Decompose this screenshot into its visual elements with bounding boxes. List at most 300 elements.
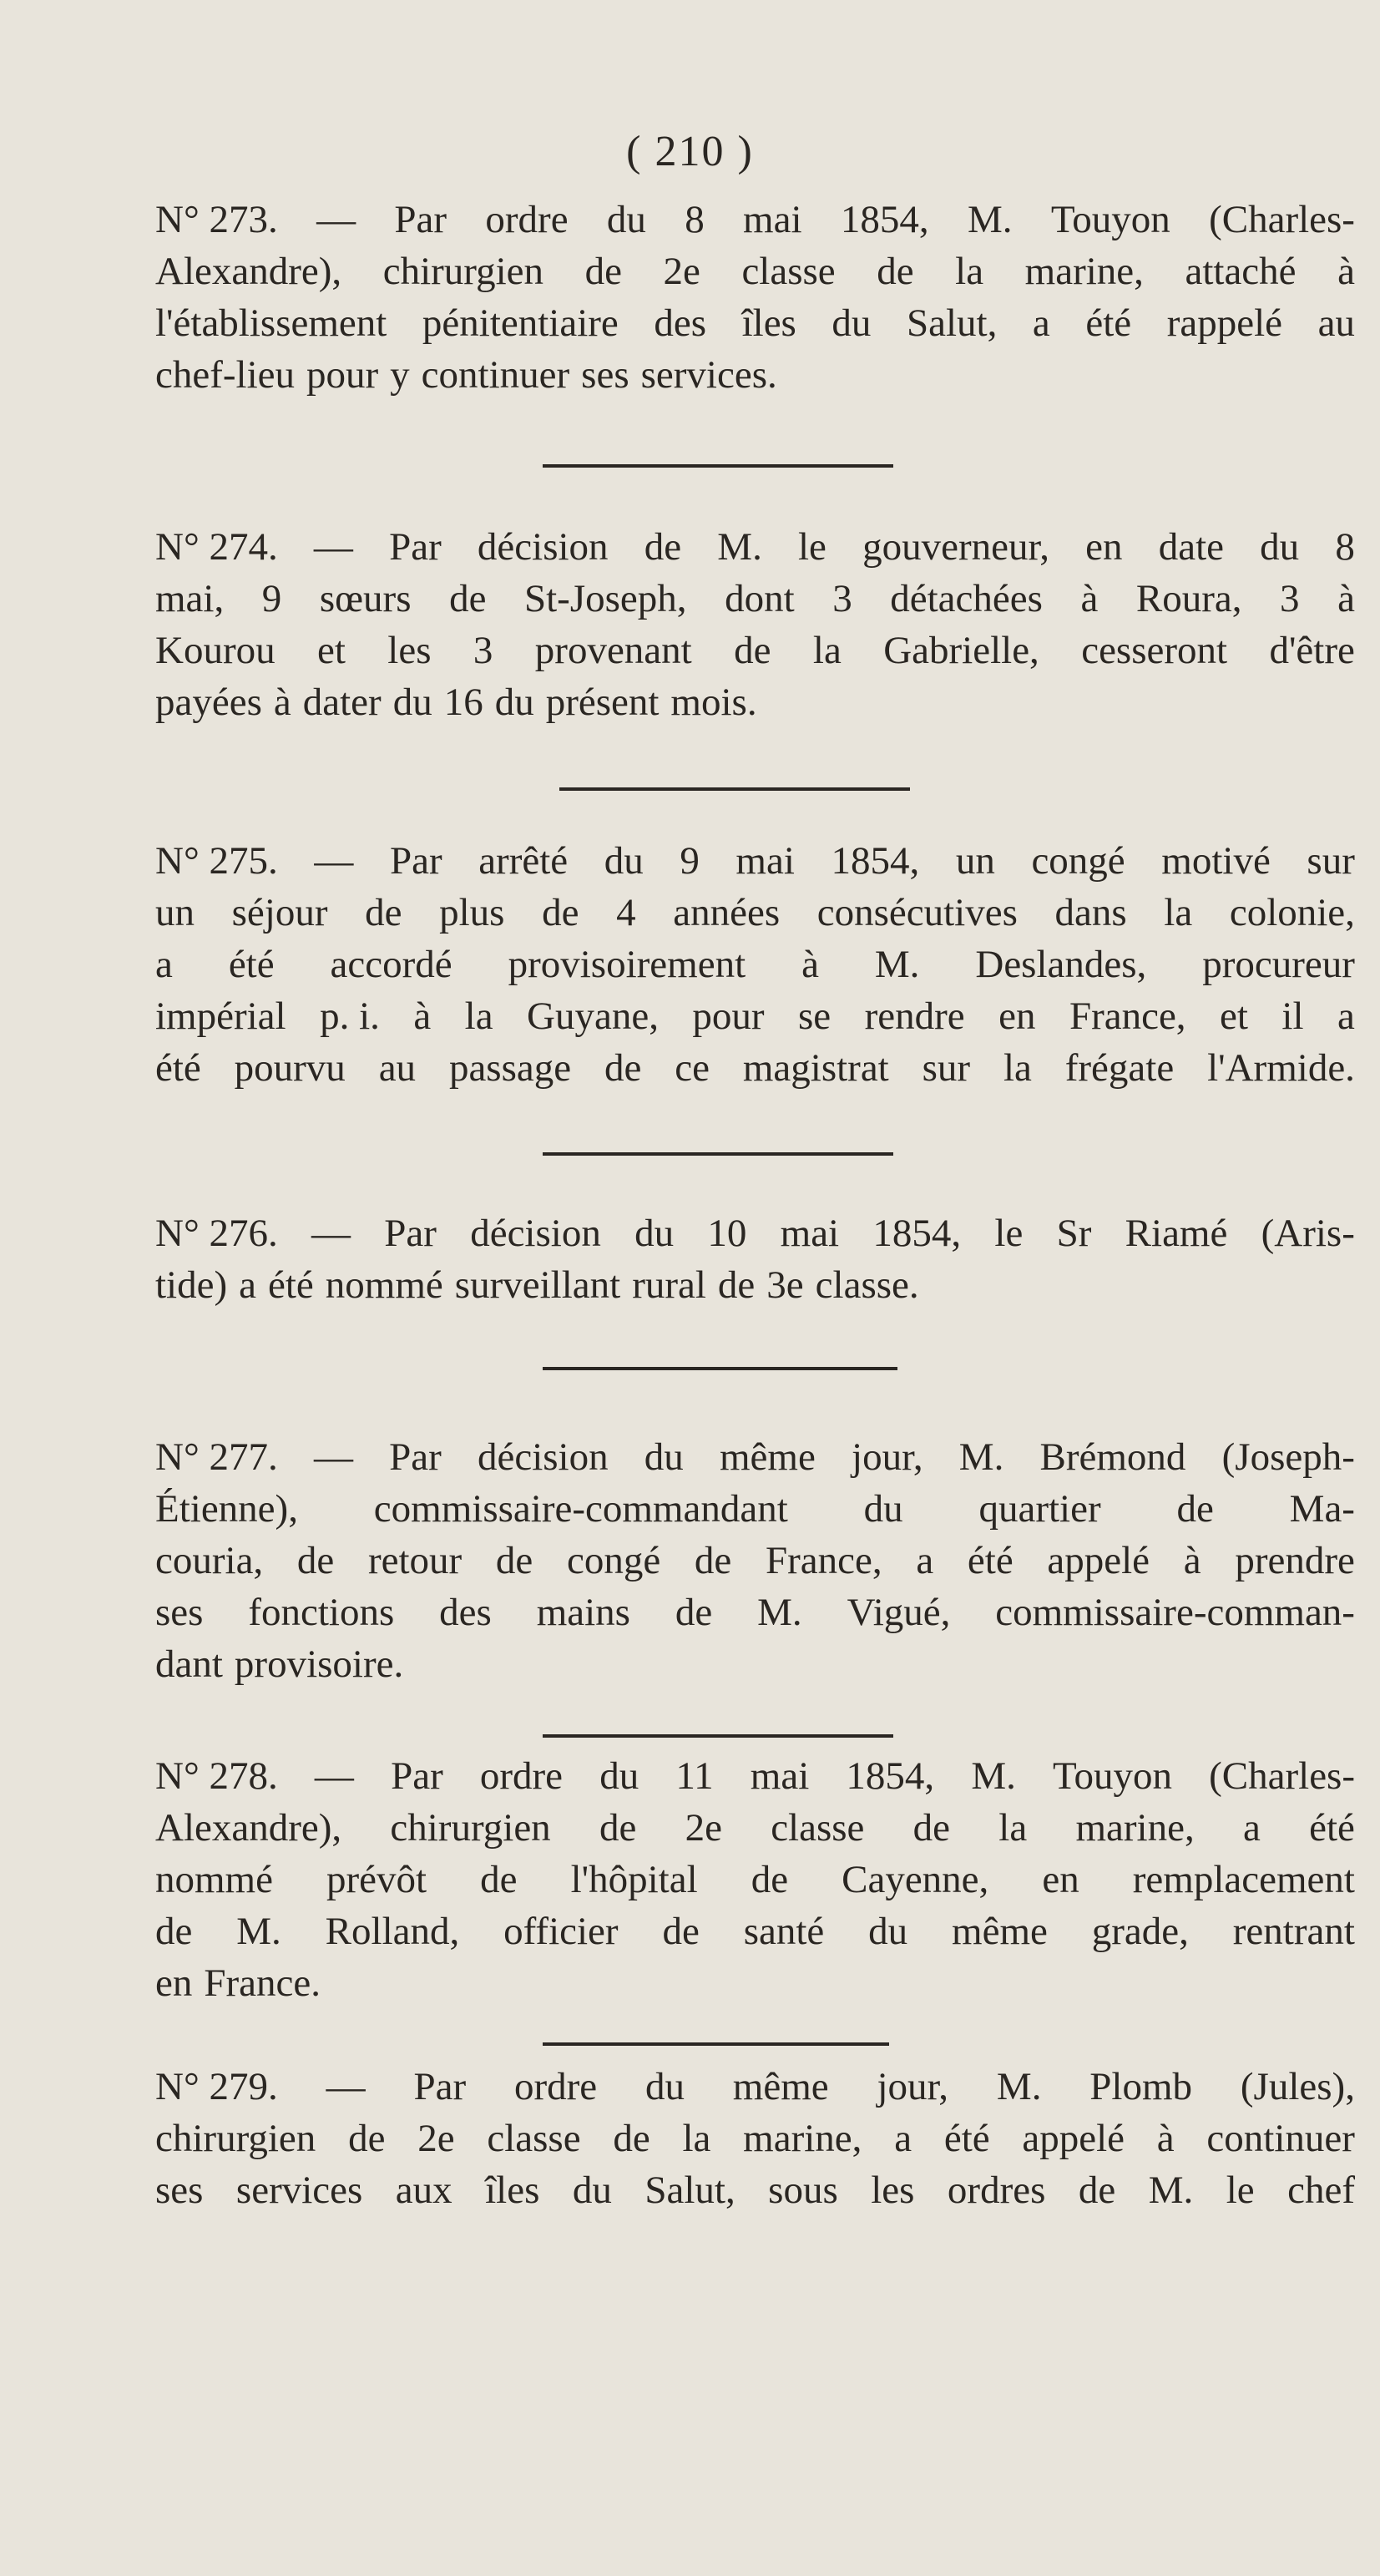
word: M. [236, 1910, 281, 1953]
text-line [155, 1905, 1355, 1957]
word: prévôt [326, 1858, 427, 1901]
word: chirurgien [390, 1806, 551, 1850]
word: N° 274. [155, 525, 278, 569]
word: 3 [473, 629, 493, 672]
word: l'Armide. [1207, 1046, 1355, 1090]
word: ses [155, 2169, 204, 2212]
word: la [682, 2117, 711, 2160]
word: — [314, 839, 354, 883]
word: décision [477, 525, 609, 569]
word: chirurgien [155, 2117, 316, 2160]
word: et [1220, 994, 1248, 1038]
word: N° 278. [155, 1754, 278, 1798]
word: même [952, 1910, 1048, 1953]
word: Kourou [155, 629, 275, 672]
word: Par [389, 525, 442, 569]
word: la [464, 994, 493, 1038]
word: Par [413, 2065, 467, 2108]
word: N° 275. [155, 839, 278, 883]
word: de [717, 1263, 756, 1307]
word: 11 [675, 1754, 714, 1798]
word: du [644, 1435, 684, 1479]
word: marine, [1075, 1806, 1195, 1850]
word: de [604, 1046, 642, 1090]
word: classe [771, 1806, 865, 1850]
word: quartier [978, 1487, 1101, 1531]
word: appelé [1047, 1539, 1150, 1582]
word: M. [971, 1754, 1016, 1798]
word: y [390, 353, 410, 397]
word: — [326, 2065, 366, 2108]
word: la [1164, 891, 1193, 934]
text-line [155, 2164, 1355, 2216]
word: en [998, 994, 1036, 1038]
word: du [634, 1212, 675, 1255]
text-line [155, 1957, 1355, 2009]
word: plus [439, 891, 505, 934]
word: années [673, 891, 781, 934]
word: 8 [1335, 525, 1355, 569]
word: appelé [1022, 2117, 1125, 2160]
word: (Charles- [1209, 198, 1355, 241]
word: date [1158, 525, 1224, 569]
word: été [268, 1263, 314, 1307]
word: services. [640, 353, 777, 397]
word: Salut, [906, 301, 998, 345]
word: au [1317, 301, 1355, 345]
separator-rule [543, 2042, 889, 2046]
word: à [1337, 250, 1355, 293]
word: 1854, [872, 1212, 962, 1255]
word: colonie, [1229, 891, 1355, 934]
word: provisoire. [234, 1642, 404, 1686]
word: 16 [443, 681, 483, 724]
word: cesseront [1081, 629, 1228, 672]
text-line [155, 1854, 1355, 1905]
text-line [155, 521, 1355, 573]
word: de [613, 2117, 650, 2160]
word: Alexandre), [155, 1806, 342, 1850]
word: sur [1307, 839, 1355, 883]
word: Étienne), [155, 1487, 298, 1531]
word: marine, [1024, 250, 1144, 293]
word: de [365, 891, 402, 934]
word: Par [389, 839, 442, 883]
word: rural [632, 1263, 706, 1307]
word: prendre [1235, 1539, 1355, 1582]
word: même [719, 1435, 816, 1479]
word: Touyon [1050, 198, 1170, 241]
word: de [480, 1858, 518, 1901]
word: 2e [685, 1806, 722, 1850]
word: 3 [832, 577, 852, 620]
word: — [311, 1212, 351, 1255]
word: — [314, 1754, 354, 1798]
word: à [413, 994, 432, 1038]
word: commissaire-commandant [373, 1487, 788, 1531]
word: ordre [479, 1754, 564, 1798]
word: l'hôpital [570, 1858, 698, 1901]
word: la [1003, 1046, 1032, 1090]
word: été [155, 1046, 201, 1090]
word: pour [692, 994, 765, 1038]
word: du [1260, 525, 1300, 569]
word: été [943, 2117, 990, 2160]
word: procureur [1202, 943, 1355, 986]
word: de [662, 1910, 700, 1953]
word: tide) [155, 1263, 228, 1307]
decree-entry [155, 521, 1355, 728]
word: à [1080, 577, 1099, 620]
word: officier [503, 1910, 619, 1953]
word: d'être [1269, 629, 1355, 672]
word: M. [1148, 2169, 1194, 2212]
word: pénitentiaire [422, 301, 619, 345]
word: se [798, 994, 832, 1038]
word: en [1042, 1858, 1079, 1901]
text-line [155, 2113, 1355, 2164]
word: à [1337, 577, 1355, 620]
text-line [155, 1042, 1355, 1094]
word: — [313, 525, 353, 569]
word: 9 [680, 839, 700, 883]
word: séjour [231, 891, 328, 934]
word: 4 [616, 891, 636, 934]
word: (Charles- [1209, 1754, 1355, 1798]
text-line [155, 990, 1355, 1042]
word: continuer [1206, 2117, 1355, 2160]
word: Par [389, 1435, 442, 1479]
word: p. i. [320, 994, 380, 1038]
word: à [273, 681, 291, 724]
word: ses [581, 353, 629, 397]
word: de [584, 250, 622, 293]
text-line [155, 1483, 1355, 1535]
word: mai [780, 1212, 840, 1255]
word: les [387, 629, 432, 672]
word: passage [448, 1046, 572, 1090]
word: de [675, 1591, 713, 1634]
text-line [155, 835, 1355, 887]
word: Vigué, [847, 1591, 951, 1634]
word: 3e [766, 1263, 804, 1307]
word: a [894, 2117, 912, 2160]
word: un [155, 891, 195, 934]
word: de [912, 1806, 951, 1850]
word: la [998, 1806, 1028, 1850]
separator-rule [543, 464, 893, 468]
word: (Aris- [1261, 1212, 1355, 1255]
decree-entry [155, 1207, 1355, 1311]
word: Deslandes, [975, 943, 1147, 986]
word: de [155, 1910, 193, 1953]
word: il [1281, 994, 1304, 1038]
word: de [495, 1539, 533, 1582]
word: ses [155, 1591, 204, 1634]
separator-rule [543, 1367, 897, 1370]
word: motivé [1161, 839, 1271, 883]
word: France. [204, 1961, 321, 2005]
word: 2e [663, 250, 700, 293]
word: mai [735, 839, 795, 883]
word: rendre [864, 994, 965, 1038]
word: — [316, 198, 356, 241]
word: ce [675, 1046, 710, 1090]
word: de [296, 1539, 335, 1582]
word: Touyon [1053, 1754, 1172, 1798]
word: jour, [877, 2065, 949, 2108]
text-line [155, 676, 1355, 728]
word: payées [155, 681, 262, 724]
word: remplacement [1132, 1858, 1355, 1901]
word: et [316, 629, 346, 672]
text-line [155, 625, 1355, 676]
word: (Jules), [1240, 2065, 1355, 2108]
word: les [871, 2169, 915, 2212]
word: Gabrielle, [883, 629, 1039, 672]
word: de [734, 629, 771, 672]
word: a [916, 1539, 934, 1582]
word: France, [766, 1539, 882, 1582]
text-line [155, 194, 1355, 245]
word: jour, [852, 1435, 923, 1479]
word: impérial [155, 994, 286, 1038]
word: provenant [534, 629, 692, 672]
word: même [732, 2065, 829, 2108]
decree-entry [155, 1750, 1355, 2009]
word: Roura, [1135, 577, 1242, 620]
word: M. [996, 2065, 1042, 2108]
word: 8 [685, 198, 705, 241]
word: attaché [1185, 250, 1297, 293]
word: congé [566, 1539, 661, 1582]
word: de [449, 577, 487, 620]
word: du [392, 681, 432, 724]
word: Plomb [1089, 2065, 1193, 2108]
word: Cayenne, [842, 1858, 989, 1901]
word: ordres [947, 2169, 1046, 2212]
word: des [439, 1591, 492, 1634]
text-line [155, 1750, 1355, 1802]
word: la [955, 250, 984, 293]
decree-entry [155, 835, 1355, 1094]
word: 3 [1280, 577, 1300, 620]
word: M. [874, 943, 920, 986]
word: gouverneur, [862, 525, 1049, 569]
word: des [654, 301, 707, 345]
word: a [1032, 301, 1050, 345]
word: la [812, 629, 842, 672]
word: M. [958, 1435, 1004, 1479]
word: Sr [1056, 1212, 1092, 1255]
word: du [599, 1754, 639, 1798]
word: présent [545, 681, 660, 724]
word: de [877, 250, 914, 293]
word: de [599, 1806, 637, 1850]
word: de [1078, 2169, 1116, 2212]
word: dant [155, 1642, 223, 1686]
word: 2e [417, 2117, 455, 2160]
word: (Joseph- [1221, 1435, 1355, 1479]
decree-entry [155, 2061, 1355, 2216]
word: Salut, [645, 2169, 735, 2212]
word: France, [1069, 994, 1186, 1038]
word: fonctions [248, 1591, 395, 1634]
word: grade, [1091, 1910, 1189, 1953]
word: été [1309, 1806, 1355, 1850]
separator-rule [543, 1152, 893, 1156]
word: décision [477, 1435, 609, 1479]
word: Ma- [1289, 1487, 1355, 1531]
page-number: ( 210 ) [626, 128, 754, 175]
text-line [155, 887, 1355, 939]
word: mois. [670, 681, 757, 724]
word: du [606, 198, 646, 241]
word: rappelé [1166, 301, 1282, 345]
word: pour [306, 353, 379, 397]
word: congé [1031, 839, 1125, 883]
word: en [155, 1961, 193, 2005]
word: chef-lieu [155, 353, 296, 397]
word: services [235, 2169, 363, 2212]
word: Riamé [1125, 1212, 1228, 1255]
word: sous [768, 2169, 838, 2212]
word: pourvu [234, 1046, 346, 1090]
word: ordre [513, 2065, 598, 2108]
word: mai [743, 198, 802, 241]
text-line [155, 1431, 1355, 1483]
word: accordé [330, 943, 452, 986]
word: du [572, 2169, 612, 2212]
word: surveillant [454, 1263, 621, 1307]
word: du [832, 301, 872, 345]
separator-rule [543, 1734, 893, 1738]
word: Brémond [1039, 1435, 1186, 1479]
word: 10 [707, 1212, 747, 1255]
word: classe [741, 250, 836, 293]
word: îles [485, 2169, 540, 2212]
word: N° 273. [155, 198, 278, 241]
word: a [239, 1263, 257, 1307]
word: Guyane, [527, 994, 659, 1038]
word: a [1337, 994, 1355, 1038]
word: été [967, 1539, 1014, 1582]
word: ordre [485, 198, 569, 241]
word: continuer [421, 353, 570, 397]
word: au [378, 1046, 417, 1090]
word: a [155, 943, 173, 986]
word: frégate [1064, 1046, 1175, 1090]
word: mai [750, 1754, 810, 1798]
word: arrêté [478, 839, 569, 883]
word: — [313, 1435, 353, 1479]
text-line [155, 1638, 1355, 1690]
word: a [1242, 1806, 1261, 1850]
word: le [798, 525, 826, 569]
word: un [955, 839, 995, 883]
word: détachées [890, 577, 1043, 620]
text-line [155, 1802, 1355, 1854]
word: dont [725, 577, 795, 620]
word: classe. [815, 1263, 919, 1307]
word: du [494, 681, 534, 724]
word: de [348, 2117, 386, 2160]
word: 1854, [840, 198, 929, 241]
word: marine, [743, 2117, 862, 2160]
decree-entry [155, 1431, 1355, 1690]
word: nommé [325, 1263, 443, 1307]
word: couria, [155, 1539, 264, 1582]
word: commissaire-comman- [995, 1591, 1355, 1634]
word: de [694, 1539, 732, 1582]
word: du [645, 2065, 685, 2108]
word: magistrat [742, 1046, 889, 1090]
word: dater [302, 681, 382, 724]
word: N° 277. [155, 1435, 278, 1479]
text-line [155, 1207, 1355, 1259]
word: mai, [155, 577, 225, 620]
decree-entry [155, 194, 1355, 401]
word: du [604, 839, 644, 883]
word: sur [922, 1046, 971, 1090]
text-line [155, 939, 1355, 990]
word: santé [743, 1910, 825, 1953]
word: 9 [261, 577, 282, 620]
word: N° 276. [155, 1212, 278, 1255]
word: à [1183, 1539, 1201, 1582]
word: à [801, 943, 819, 986]
word: nommé [155, 1858, 273, 1901]
word: le [994, 1212, 1024, 1255]
word: Alexandre), [155, 250, 342, 293]
text-line [155, 297, 1355, 349]
word: à [1156, 2117, 1175, 2160]
word: 1854, [846, 1754, 935, 1798]
word: classe [487, 2117, 581, 2160]
word: consécutives [816, 891, 1018, 934]
word: de [751, 1858, 789, 1901]
word: Par [394, 198, 447, 241]
word: M. [757, 1591, 802, 1634]
text-line [155, 1587, 1355, 1638]
word: chef [1287, 2169, 1355, 2212]
text-line [155, 349, 1355, 401]
word: Par [384, 1212, 437, 1255]
word: de [1176, 1487, 1214, 1531]
word: du [868, 1910, 908, 1953]
word: été [228, 943, 275, 986]
word: M. [717, 525, 762, 569]
separator-rule [559, 787, 910, 791]
word: Rolland, [325, 1910, 460, 1953]
word: 1854, [831, 839, 920, 883]
word: provisoirement [508, 943, 746, 986]
word: dans [1054, 891, 1127, 934]
word: sœurs [319, 577, 412, 620]
word: St-Joseph, [523, 577, 687, 620]
word: du [863, 1487, 903, 1531]
word: le [1226, 2169, 1255, 2212]
text-line [155, 1259, 1355, 1311]
word: de [542, 891, 579, 934]
word: rentrant [1232, 1910, 1355, 1953]
word: îles [741, 301, 796, 345]
word: N° 279. [155, 2065, 278, 2108]
word: M. [967, 198, 1013, 241]
word: retour [367, 1539, 463, 1582]
word: mains [536, 1591, 630, 1634]
text-line [155, 1535, 1355, 1587]
